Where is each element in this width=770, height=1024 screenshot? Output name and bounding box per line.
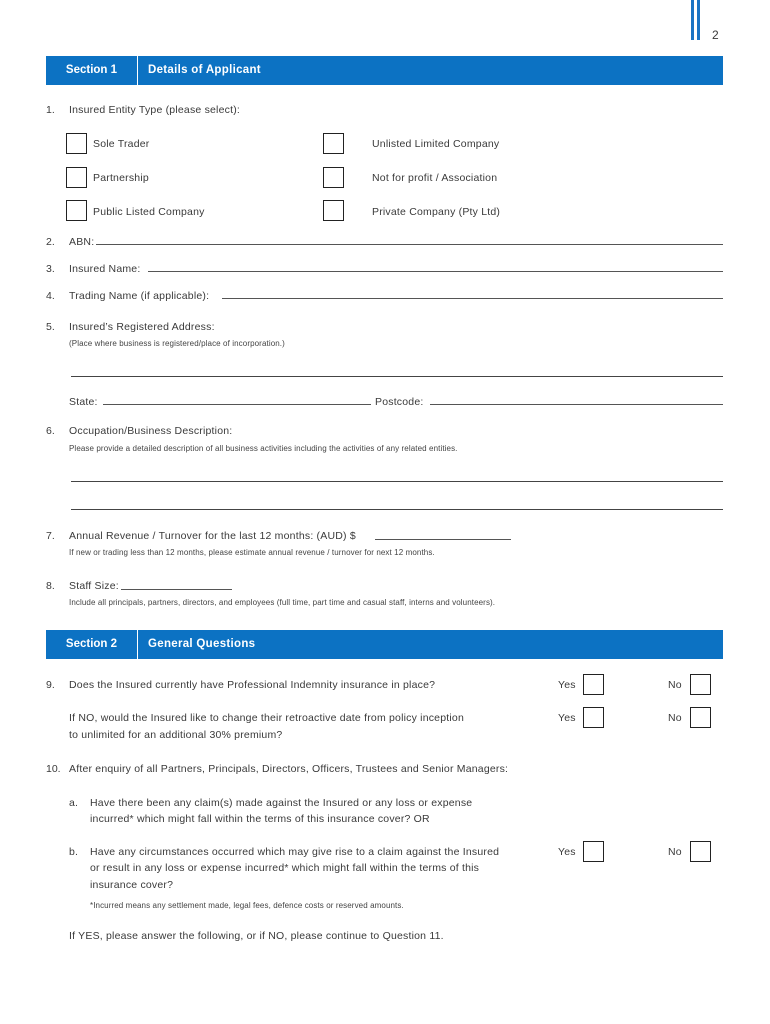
q7-number: 7.: [46, 530, 55, 542]
q3-text: Insured Name:: [69, 263, 141, 275]
q6-number: 6.: [46, 425, 55, 437]
q9-number: 9.: [46, 679, 55, 691]
insured-name-field[interactable]: [148, 271, 723, 272]
q10-no-checkbox[interactable]: [690, 841, 711, 862]
decorative-bar: [697, 0, 700, 40]
q10-b-label: b.: [69, 846, 79, 858]
q7-note: If new or trading less than 12 months, please estimate annual revenue / turnover for next 12 months.: [69, 548, 435, 557]
q8-number: 8.: [46, 580, 55, 592]
sole-trader-label: Sole Trader: [93, 138, 150, 150]
address-field[interactable]: [71, 376, 723, 377]
q9-sub-yes-label: Yes: [558, 712, 576, 724]
postcode-label: Postcode:: [375, 396, 424, 408]
q4-text: Trading Name (if applicable):: [69, 290, 210, 302]
sole-trader-checkbox[interactable]: [66, 133, 87, 154]
q8-text: Staff Size:: [69, 580, 119, 592]
q10-number: 10.: [46, 763, 61, 775]
staff-size-field[interactable]: [121, 589, 232, 590]
section-1-label: Section 1: [65, 64, 118, 76]
q1-number: 1.: [46, 104, 55, 116]
section-divider: [137, 56, 138, 85]
q4-number: 4.: [46, 290, 55, 302]
q10-text: After enquiry of all Partners, Principals, Directors, Officers, Trustees and Senior Managers:: [69, 763, 509, 775]
q6-text: Occupation/Business Description:: [69, 425, 233, 437]
partnership-checkbox[interactable]: [66, 167, 87, 188]
page-number: 2: [712, 28, 719, 42]
q7-text: Annual Revenue / Turnover for the last 12 months: (AUD) $: [69, 530, 356, 542]
q9-sub-line1: If NO, would the Insured like to change their retroactive date from policy inception: [69, 712, 464, 724]
state-field[interactable]: [103, 404, 371, 405]
q1-text: Insured Entity Type (please select):: [69, 104, 241, 116]
private-company-checkbox[interactable]: [323, 200, 344, 221]
unlisted-limited-label: Unlisted Limited Company: [372, 138, 500, 150]
q9-yes-label: Yes: [558, 679, 576, 691]
q9-text: Does the Insured currently have Professional Indemnity insurance in place?: [69, 679, 436, 691]
section-1-header: [46, 56, 723, 85]
q6-note: Please provide a detailed description of all business activities including the activities of any related entities.: [69, 444, 458, 453]
q10-a-line2: incurred* which might fall within the terms of this insurance cover? OR: [90, 813, 430, 825]
q9-sub-line2: to unlimited for an additional 30% premium?: [69, 729, 283, 741]
q10-b-line2: or result in any loss or expense incurred* which might fall within the terms of this: [90, 862, 480, 874]
section-2-label: Section 2: [65, 638, 118, 650]
not-for-profit-label: Not for profit / Association: [372, 172, 498, 184]
state-label: State:: [69, 396, 98, 408]
q10-yes-label: Yes: [558, 846, 576, 858]
q10-no-label: No: [668, 846, 682, 858]
section-2-header: [46, 630, 723, 659]
abn-field[interactable]: [96, 244, 723, 245]
public-listed-label: Public Listed Company: [93, 206, 205, 218]
q10-b-line1: Have any circumstances occurred which may give rise to a claim against the Insured: [90, 846, 500, 858]
q9-sub-yes-checkbox[interactable]: [583, 707, 604, 728]
private-company-label: Private Company (Pty Ltd): [372, 206, 501, 218]
section-2-title: General Questions: [148, 638, 256, 650]
public-listed-checkbox[interactable]: [66, 200, 87, 221]
q10-yes-checkbox[interactable]: [583, 841, 604, 862]
q2-number: 2.: [46, 236, 55, 248]
q10-a-line1: Have there been any claim(s) made against the Insured or any loss or expense: [90, 797, 473, 809]
q10-footnote: *Incurred means any settlement made, legal fees, defence costs or reserved amounts.: [90, 901, 404, 910]
partnership-label: Partnership: [93, 172, 149, 184]
trading-name-field[interactable]: [222, 298, 723, 299]
q10-b-line3: insurance cover?: [90, 879, 174, 891]
q8-note: Include all principals, partners, directors, and employees (full time, part time and casual staff, interns and volunteers).: [69, 598, 496, 607]
q9-sub-no-label: No: [668, 712, 682, 724]
q2-text: ABN:: [69, 236, 95, 248]
q5-note: (Place where business is registered/place of incorporation.): [69, 339, 285, 348]
q9-sub-no-checkbox[interactable]: [690, 707, 711, 728]
section-divider: [137, 630, 138, 659]
q5-text: Insured’s Registered Address:: [69, 321, 215, 333]
occupation-field-line-1[interactable]: [71, 481, 723, 482]
q9-no-checkbox[interactable]: [690, 674, 711, 695]
q9-yes-checkbox[interactable]: [583, 674, 604, 695]
q9-no-label: No: [668, 679, 682, 691]
q10-a-label: a.: [69, 797, 79, 809]
annual-revenue-field[interactable]: [375, 539, 511, 540]
postcode-field[interactable]: [430, 404, 723, 405]
not-for-profit-checkbox[interactable]: [323, 167, 344, 188]
q10-followup: If YES, please answer the following, or if NO, please continue to Question 11.: [69, 930, 444, 942]
section-1-title: Details of Applicant: [148, 64, 261, 76]
q3-number: 3.: [46, 263, 55, 275]
decorative-bar: [691, 0, 694, 40]
q5-number: 5.: [46, 321, 55, 333]
occupation-field-line-2[interactable]: [71, 509, 723, 510]
unlisted-limited-checkbox[interactable]: [323, 133, 344, 154]
